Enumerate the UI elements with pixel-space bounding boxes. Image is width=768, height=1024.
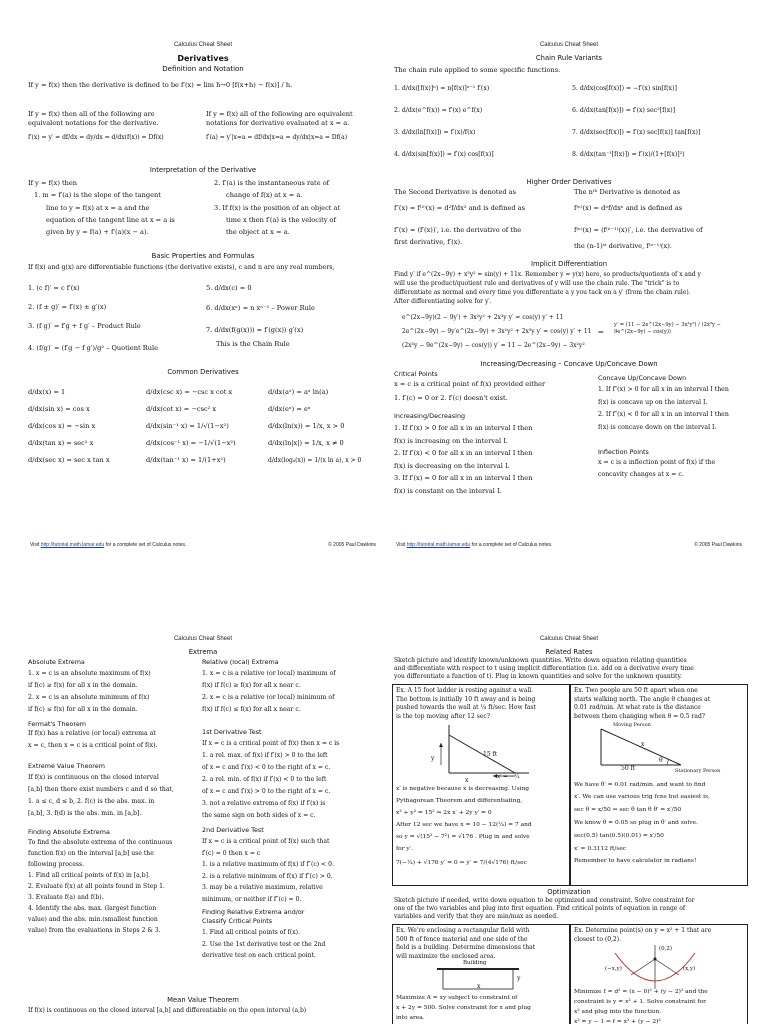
fence-y-label: y [517,975,521,982]
formula: 1. d/dx([f(x)]ⁿ) = n[f(x)]ⁿ⁻¹ f′(x) [394,85,490,92]
list-item: 1. Find all critical points of f(x). [202,929,300,936]
text-line: first derivative, f′(x). [394,238,463,246]
text-line: will maximize the enclosed area. [396,952,496,960]
text-line: The Second Derivative is denoted as [394,188,516,196]
formula: 4. (f/g)′ = (f′g − f g′)/g² – Quotient Rule [28,344,158,352]
text-line: We know θ = 0.05 so plug in θ′ and solve. [574,820,698,826]
relative-extrema-list [202,668,336,716]
page-header: Calculus Cheat Sheet [539,636,599,642]
text-line: line to y = f(x) at x = a and the [46,204,150,212]
section-title: Increasing/Decreasing – Concave Up/Concave Down [480,360,658,368]
list-item: f(x) is decreasing on the interval I. [394,461,510,470]
section-title: Implicit Differentiation [530,260,608,268]
list-item: 2. If f′(x) < 0 for all x in an interval I then [394,449,533,457]
formula: 1. (c f)′ = c f′(x) [28,284,80,292]
moving-person-label: Moving Person [613,722,651,728]
formula: d/dx(logₐ(x)) = 1/(x ln a), x > 0 [268,457,362,464]
list-item: 3. Evaluate f(a) and f(b). [28,894,104,901]
section-title: Basic Properties and Formulas [151,252,255,260]
text-line: change of f(x) at x = a. [226,191,303,199]
list-item: 3. may be a relative maximum, relative [202,884,323,891]
formula: 2. d/dx(e^f(x)) = f′(x) e^f(x) [394,107,483,114]
list-item: 1. If f″(x) > 0 for all x in an interval I then [598,386,729,393]
ladder-y-label: y [431,755,435,762]
footer-visit: Visit [30,542,40,548]
text-line: field is a building. Determine dimensions that [396,944,536,951]
text-line: If f(x) is continuous on the closed interval [a,b] and differentiable on the open interval (a,b) [28,1007,307,1014]
text-line: x = c is a inflection point of f(x) if the [598,459,716,466]
text-line: Remember to have calculator in radians! [574,858,697,864]
page-extrema [24,632,382,1024]
text-line: following process. [28,861,85,868]
formula: d/dx(cos x) = −sin x [28,422,96,430]
formula: d/dx(x) = 1 [28,388,66,396]
text-line: between them changing when θ = 0.5 rad? [574,712,706,720]
subsection-title: 2nd Derivative Test [202,826,264,834]
subsection-title: Absolute Extrema [28,658,85,666]
formula: d/dx(cot x) = −csc² x [146,405,217,413]
list-item: f(x) if f(c) ≥ f(x) for all x near c. [202,682,301,689]
derivative-definition: If y = f(x) then the derivative is defined to be f′(x) = lim h→0 [f(x+h) − f(x)] / h. [28,81,293,89]
text-line: given by y = f(a) + f′(a)(x − a). [46,228,149,236]
text-line: Ex. Determine point(s) on y = x² + 1 that are [574,927,712,934]
subsection-title: Concave Up/Concave Down [598,374,687,382]
formula: 8. d/dx(tan⁻¹[f(x)]) = f′(x)/(1+[f(x)]²) [572,151,685,158]
list-item: f(x) is constant on the interval I. [394,486,502,495]
text-line: notations for derivative evaluated at x = a. [206,119,350,127]
list-item: 3. If f′(x) = 0 for all x in an interval I then [394,474,533,482]
example-ladder [392,684,570,886]
closest-point-solution [574,987,708,1024]
right-point-label: (x,y) [683,966,696,972]
list-item: of x = c and f′(x) < 0 to the right of x = c. [202,764,331,771]
list-item: 1. If f′(x) > 0 for all x in an interval I then [394,424,533,432]
list-item: 2. Use the 1st derivative test or the 2nd [202,940,326,948]
formula: y′ = (11 − 2e^(2x−9y) − 3x²y²) / (2x³y − 9e^(2x−9y) − cos(y)) [614,322,721,335]
text-line: If y = f(x) all of the following are equivalent [206,110,353,118]
formula: 6. d/dx(xⁿ) = n xⁿ⁻¹ – Power Rule [206,304,315,312]
formula: x′ = 0.3112 ft/sec [574,846,627,852]
page-footer [390,542,748,548]
section-title: Related Rates [545,648,593,656]
section-title: Higher Order Derivatives [526,178,612,186]
page-header: Calculus Cheat Sheet [539,42,599,48]
text-line: 2. f′(a) is the instantaneous rate of [214,179,330,187]
formula: d/dx(tan x) = sec² x [28,439,94,447]
text-line: If f(x) has a relative (or local) extrema at [28,730,156,737]
list-item: 2. If f″(x) < 0 for all x in an interval I then [598,411,729,418]
list-item: 1. x = c is an absolute maximum of f(x) [28,670,151,677]
example-closest-point [570,924,748,1024]
section-title: Mean Value Theorem [167,996,239,1004]
list-item: 2. Evaluate f(x) at all points found in Step 1. [28,883,165,890]
text-line: will use the product/quotient rule and derivatives of y will use the chain rule. The "trick" is to [394,280,680,287]
list-item: f(x) if f(c) ≤ f(x) for all x near c. [202,706,301,713]
finding-abs-extrema-list [28,837,172,936]
subsection-title: Extreme Value Theorem [28,762,105,770]
subsection-title: Classify Critical Points [202,917,273,925]
formula: 7(−¼) + √176 y′ = 0 ⇒ y′ = 7/(4√176) ft/sec [396,860,527,866]
page-title: Derivatives [177,54,229,63]
list-item: the same sign on both sides of x = c. [202,812,316,819]
formula: 3. d/dx(ln[f(x)]) = f′(x)/f(x) [394,129,476,136]
list-item: f(x) is concave up on the interval I. [598,398,708,406]
page-footer [24,542,382,548]
subsection-title: 1st Derivative Test [202,728,262,736]
text-line: 1. m = f′(a) is the slope of the tangent [34,191,161,199]
text-line: Minimize f = d² = (x − 0)² + (y − 2)² and the [574,989,708,995]
text-line: If f(x) and g(x) are differentiable functions (the derivative exists), c and n are any real numbers, [28,264,335,271]
theta-label: θ [659,757,663,764]
subsection-title: Increasing/Decreasing [394,412,466,420]
list-item: 3. not a relative extrema of f(x) if f′(x) is [202,800,326,807]
list-item: derivative test on each critical point. [202,952,316,959]
text-line: is the top moving after 12 sec? [396,712,490,720]
formula: d/dx(eˣ) = eˣ [268,405,311,413]
page-chain-rule [390,38,748,550]
text-line: for y′. [396,846,413,852]
list-item: 2. x = c is an absolute minimum of f(x) [28,694,150,701]
ladder-length-label: 15 ft [483,751,498,758]
list-item: minimum, or neither if f″(c) = 0. [202,895,302,903]
formula: 2e^(2x−9y) − 9y′e^(2x−9y) + 3x²y² + 2x³y y′ = cos(y) y′ + 11 [402,328,592,335]
text-line: and differentiate with respect to t using implicit differentiation (i.e. add on a derivative every time [394,665,694,672]
first-derivative-test-list [202,738,339,822]
text-line: Maximize A = xy subject to constraint of [396,995,518,1001]
formula: 5. d/dx(cos[f(x)]) = −f′(x) sin[f(x)] [572,85,677,92]
increasing-decreasing-list [394,422,532,497]
text-line: Ex. We're enclosing a rectangular field with [396,927,530,934]
text-line: 500 ft of fence material and one side of the [396,935,528,943]
stationary-person-label: Stationary Person [675,768,721,774]
formula: d/dx(csc x) = −csc x cot x [146,388,233,396]
formula: d/dx(aˣ) = aˣ ln(a) [268,388,329,396]
common-derivatives-col-3 [268,384,361,469]
list-item: value) and the abs. min.(smallest function [28,916,158,923]
implies-arrow: ⇒ [598,328,604,336]
page-header: Calculus Cheat Sheet [173,636,233,642]
subsection-title: Inflection Points [598,448,649,456]
formula: x² + y² = 15² ⇒ 2x x′ + 2y y′ = 0 [396,810,492,816]
page-related-rates [390,632,748,1024]
list-item: 1. Find all critical points of f(x) in [a,b]. [28,872,150,879]
example-two-people [570,684,748,886]
building-label: Building [463,960,487,966]
text-line: time x then f′(a) is the velocity of [226,216,336,224]
formula: 5. d/dx(c) = 0 [206,284,252,292]
text-line: you differentiate a function of t). Plug in known quantities and solve for the unknown quantity. [394,673,682,680]
classify-list [202,927,325,962]
text-line: [a,b], 3. f(d) is the abs. min. in [a,b]. [28,810,142,817]
formula: 7. d/dx(f(g(x))) = f′(g(x)) g′(x) [206,326,304,334]
section-title: Optimization [547,888,591,896]
list-item: 2. a rel. min. of f(x) if f′(x) < 0 to the left [202,776,327,783]
second-derivative-test-list [202,836,334,905]
example-fence [392,924,570,1024]
text-line: Sketch picture and identify known/unknown quantities. Write down equation relating quantities [394,657,687,664]
text-line: x′ is negative because x is decreasing. Using [396,786,530,792]
list-item: 2. x = c is a relative (or local) minimum of [202,694,335,701]
formula: sec θ = x/50 ⇒ sec θ tan θ θ′ = x′/50 [574,807,682,813]
subsection-title: Relative (local) Extrema [202,658,279,666]
text-line: If f(x) is continuous on the closed interval [28,774,159,781]
list-item: of x = c and f′(x) > 0 to the right of x = c. [202,788,331,795]
formula: d/dx(ln|x|) = 1/x, x ≠ 0 [268,439,344,447]
formula: f′(x) = y′ = df/dx = dy/dx = d/dx(f(x)) = Df(x) [28,134,164,141]
concavity-list [598,384,729,434]
subsection-title: Finding Absolute Extrema [28,828,110,836]
footer-copyright: © 2005 Paul Dawkins [694,542,742,548]
common-derivatives-col-1 [28,384,110,469]
formula: d/dx(tan⁻¹ x) = 1/(1+x²) [146,456,226,464]
ladder-solution [396,783,532,871]
section-title: Interpretation of the Derivative [149,166,257,174]
text-line: The bottom is initially 10 ft away and is being [396,695,536,703]
two-people-solution [574,779,710,867]
text-line: constraint is y = x² + 1. Solve constraint for [574,999,706,1005]
subsection-title: Critical Points [394,370,438,378]
text-line: closest to (0,2). [574,935,621,943]
fifty-ft-label: 50 ft [621,765,636,772]
text-line: [a,b] then there exist numbers c and d so that, [28,786,174,793]
formula: 4. d/dx(sin[f(x)]) = f′(x) cos[f(x)] [394,151,494,158]
section-title: Common Derivatives [167,368,239,376]
footer-link[interactable]: http://tutorial.math.lamar.edu [406,542,471,548]
formula: sec(0.5) tan(0.5)(0.01) = x′/50 [574,833,664,839]
list-item: f(x) is increasing on the interval I. [394,436,508,445]
list-item: If x = c is a critical point of f(x) such that [202,838,330,845]
formula: e^(2x−9y)(2 − 9y′) + 3x²y² + 2x³y y′ = cos(y) y′ + 11 [402,314,564,321]
text-line: Pythagorean Theorem and differentiating, [396,798,523,804]
list-item: 1. x = c is a relative (or local) maximum of [202,670,336,677]
formula: 3. (f g)′ = f′g + f g′ – Product Rule [28,322,141,330]
text-line: concavity changes at x = c. [598,471,684,478]
text-line: The chain rule applied to some specific functions. [394,66,561,74]
list-item: 1. a rel. max. of f(x) if f′(x) > 0 to the left [202,752,328,759]
evt-text [28,772,174,820]
footer-text: for a complete set of Calculus notes. [471,542,553,548]
left-point-label: (−x,y) [605,966,622,972]
common-derivatives-col-2 [146,384,236,469]
text-line: 3. If f(x) is the position of an object at [214,204,341,212]
text-line: equation of the tangent line at x = a is [46,216,175,224]
chain-rule-right [572,78,700,166]
formula: d/dx(sin x) = cos x [28,405,90,413]
text-line: This is the Chain Rule [216,340,290,348]
section-title: Definition and Notation [162,65,244,73]
text-line: one of the two variables and plug into first equation. Find critical points of equation in range of [394,905,686,912]
section-title: Extrema [188,648,218,656]
text-line: differentiate as normal and every time you differentiate a y you tack on a y′ (from the chain rule). [394,289,691,296]
formula: f″(x) = (f′(x))′, i.e. the derivative of the [394,226,522,234]
list-item: 2. is a relative minimum of f(x) if f″(c) > 0. [202,872,333,880]
text-line: Ex. Two people are 50 ft apart when one [574,687,698,694]
page-header: Calculus Cheat Sheet [173,42,233,48]
section-title: Chain Rule Variants [535,54,603,62]
formula: so y = √(15² − 7²) = √176 . Plug in and solve [396,834,530,840]
footer-link[interactable]: http://tutorial.math.lamar.edu [40,542,105,548]
text-line: If y = f(x) then all of the following are [28,110,155,118]
text-line: If y = f(x) then [28,179,78,187]
text-line: The nᵗʰ Derivative is denoted as [574,188,681,196]
text-line: function f(x) on the interval [a,b] use the [28,850,154,857]
text-line: x = c, then x = c is a critical point of f(x). [28,742,158,749]
text-line: We have θ′ = 0.01 rad/min. and want to find [574,782,706,788]
formula: f′(a) = y′|x=a = df/dx|x=a = dy/dx|x=a = Df(a) [206,134,348,141]
text-line: starts walking north. The angle θ changes at [574,695,711,703]
point-label: (0,2) [659,946,673,952]
absolute-extrema-list [28,668,151,716]
formula: f⁽ⁿ⁾(x) = (f⁽ⁿ⁻¹⁾(x))′, i.e. the derivative of [574,226,703,234]
list-item: 1. is a relative maximum of f(x) if f″(c) < 0. [202,861,334,868]
text-line: pushed towards the wall at ¼ ft/sec. How fast [396,704,536,711]
text-line: Find y′ if e^(2x−9y) + x³y² = sin(y) + 11x. Remember y = y(x) here, so products/quotients of x and y [394,271,701,278]
formula: 2. (f ± g)′ = f′(x) ± g′(x) [28,303,107,311]
formula: f⁽ⁿ⁾(x) = dⁿf/dxⁿ and is defined as [574,204,683,212]
list-item: f′(c) = 0 then x = c [202,849,261,857]
text-line: Sketch picture if needed, write down equation to be optimized and constraint. Solve constraint for [394,897,695,904]
list-item: f(x) is concave down on the interval I. [598,423,717,431]
list-item: if f(c) ≥ f(x) for all x in the domain. [28,682,138,689]
formula: d/dx(cos⁻¹ x) = −1/√(1−x²) [146,439,236,447]
formula: d/dx(sec x) = sec x tan x [28,456,110,464]
text-line: into area. [396,1015,425,1021]
formula: 7. d/dx(sec[f(x)]) = f′(x) sec[f(x)] tan[f(x)] [572,129,701,136]
text-line: 1. a ≤ c, d ≤ b, 2. f(c) is the abs. max. in [28,798,155,805]
text-line: x = c is a critical point of f(x) provided either [394,380,546,388]
text-line: Ex. A 15 foot ladder is resting against a wall. [396,687,534,694]
fence-x-label: x [477,983,481,990]
footer-copyright: © 2005 Paul Dawkins [328,542,376,548]
text-line: After 12 sec we have x = 10 − 12(¼) = 7 and [396,822,532,828]
text-line: the (n-1)ˢᵗ derivative, f⁽ⁿ⁻¹⁾(x). [574,242,672,250]
list-item: If x = c is a critical point of f(x) then x = c is [202,740,340,747]
subsection-title: Fermat's Theorem [28,720,86,728]
formula: x² = y − 1 ⇒ f = x² + (y − 2)² [574,1019,661,1024]
ladder-x-label: x [465,777,469,784]
ladder-xprime-label: x′ = −¼ [497,774,520,780]
list-item: value) from the evaluations in Steps 2 & 3. [28,927,161,934]
text-line: 1. f′(c) = 0 or 2. f′(c) doesn't exist. [394,394,508,402]
list-item: if f(c) ≤ f(x) for all x in the domain. [28,706,138,713]
fence-solution [396,993,531,1023]
formula: d/dx(sin⁻¹ x) = 1/√(1−x²) [146,422,229,430]
subsection-title: Finding Relative Extrema and/or [202,908,305,916]
distance-x-label: x [641,741,645,748]
formula: f″(x) = f⁽²⁾(x) = d²f/dx² and is defined as [394,204,525,212]
text-line: x′. We can use various trig fcns but easiest is, [574,794,710,800]
formula: d/dx(ln(x)) = 1/x, x > 0 [268,422,345,430]
text-line: x + 2y = 500. Solve constraint for x and plug [396,1005,531,1011]
text-line: x² and plug into the function. [574,1009,662,1015]
chain-rule-left [394,78,494,166]
footer-text: for a complete set of Calculus notes. [105,542,187,548]
text-line: equivalent notations for the derivative. [28,119,159,127]
text-line: the object at x = a. [226,228,290,236]
text-line: 0.01 rad/min. At what rate is the distance [574,704,701,711]
page-derivatives [24,38,382,550]
formula: (2x³y − 9e^(2x−9y) − cos(y)) y′ = 11 − 2e^(2x−9y) − 3x²y² [402,342,585,349]
formula: 6. d/dx(tan[f(x)]) = f′(x) sec²[f(x)] [572,107,676,114]
footer-visit: Visit [396,542,406,548]
text-line: variables and verify that they are min/max as needed. [394,913,558,920]
text-line: To find the absolute extrema of the continuous [28,839,173,846]
text-line: After differentiating solve for y′. [394,298,492,305]
list-item: 4. Identify the abs. max. (largest function [28,905,157,912]
